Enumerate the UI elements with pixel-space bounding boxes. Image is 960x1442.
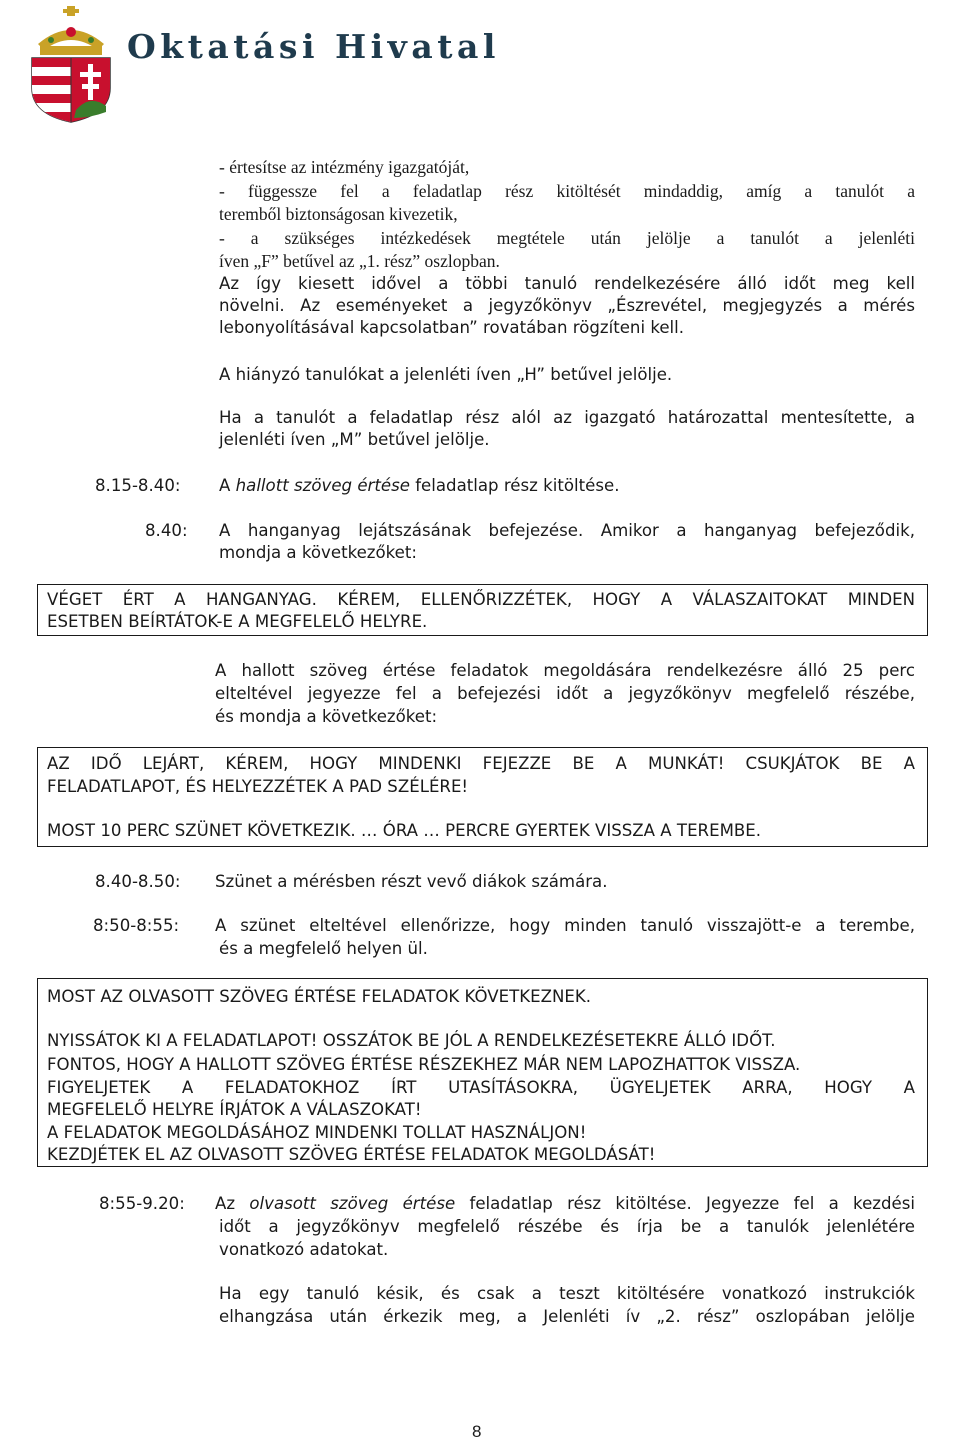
body-line: elteltével jegyezze fel a befejezési időt a jegyzőkönyv megfelelő részébe,: [215, 684, 915, 703]
body-line: - a szükséges intézkedések megtétele után jelölje a tanulót a jelenléti: [219, 228, 915, 248]
body-line: jelenléti íven „M” betűvel jelölje.: [219, 430, 490, 449]
instruction-line: ESETBEN BEÍRTÁTOK-E A MEGFELELŐ HELYRE.: [47, 612, 428, 631]
body-line: növelni. Az eseményeket a jegyzőkönyv „Észrevétel, megjegyzés a mérés: [219, 296, 915, 315]
body-line: íven „F” betűvel az „1. rész” oszlopban.: [219, 251, 500, 271]
body-line: és mondja a következőket:: [215, 707, 438, 726]
schedule-time: 8:55-9.20:: [99, 1194, 185, 1213]
instruction-line: MOST 10 PERC SZÜNET KÖVETKEZIK. … ÓRA … PERCRE GYERTEK VISSZA A TEREMBE.: [47, 821, 762, 840]
schedule-time: 8.15-8.40:: [95, 476, 181, 495]
instruction-line: MEGFELELŐ HELYRE ÍRJÁTOK A VÁLASZOKAT!: [47, 1100, 422, 1119]
body-line: - értesítse az intézmény igazgatóját,: [219, 157, 470, 177]
instruction-line: MOST AZ OLVASOTT SZÖVEG ÉRTÉSE FELADATOK KÖVETKEZNEK.: [47, 987, 592, 1006]
schedule-text: és a megfelelő helyen ül.: [219, 939, 428, 958]
body-line: A hallott szöveg értése feladatok megoldására rendelkezésre álló 25 perc: [215, 661, 915, 680]
instruction-line: FELADATLAPOT, ÉS HELYEZZÉTEK A PAD SZÉLÉRE!: [47, 777, 469, 796]
schedule-text: vonatkozó adatokat.: [219, 1240, 389, 1259]
schedule-text: A hanganyag lejátszásának befejezése. Amikor a hanganyag befejeződik,: [219, 521, 915, 540]
schedule-text: Az olvasott szöveg értése feladatlap rész kitöltése. Jegyezze fel a kezdési: [215, 1194, 915, 1213]
schedule-text: Szünet a mérésben részt vevő diákok számára.: [215, 872, 608, 891]
instruction-line: FIGYELJETEK A FELADATOKHOZ ÍRT UTASÍTÁSOKRA, ÜGYELJETEK ARRA, HOGY A: [47, 1078, 915, 1097]
schedule-time: 8.40-8.50:: [95, 872, 181, 891]
schedule-text: időt a jegyzőkönyv megfelelő részébe és írja be a tanulók jelenlétére: [219, 1217, 915, 1236]
body-line: Ha a tanulót a feladatlap rész alól az igazgató határozattal mentesítette, a: [219, 408, 915, 427]
body-line: teremből biztonságosan kivezetik,: [219, 204, 458, 224]
schedule-time: 8.40:: [145, 521, 188, 540]
schedule-text: mondja a következőket:: [219, 543, 417, 562]
hungarian-coat-of-arms-icon: [26, 6, 116, 124]
body-line: lebonyolításával kapcsolatban” rovatában rögzíteni kell.: [219, 318, 685, 337]
page-number: 8: [472, 1422, 482, 1441]
schedule-text: Ha egy tanuló késik, és csak a teszt kitöltésére vonatkozó instrukciók: [219, 1284, 915, 1303]
missing-students-note: A hiányzó tanulókat a jelenléti íven „H” betűvel jelölje.: [219, 365, 673, 384]
body-line: Az így kiesett idővel a többi tanuló rendelkezésére álló időt meg kell: [219, 274, 915, 293]
page-header: [0, 0, 960, 130]
organization-title: Oktatási Hivatal: [127, 27, 500, 66]
schedule-text: elhangzása után érkezik meg, a Jelenléti ív „2. rész” oszlopában jelölje: [219, 1307, 915, 1326]
schedule-text: A szünet elteltével ellenőrizze, hogy minden tanuló visszajött-e a terembe,: [215, 916, 915, 935]
schedule-time: 8:50-8:55:: [93, 916, 180, 935]
body-line: - függessze fel a feladatlap rész kitöltését mindaddig, amíg a tanulót a: [219, 181, 915, 201]
instruction-line: NYISSÁTOK KI A FELADATLAPOT! OSSZÁTOK BE JÓL A RENDELKEZÉSETEKRE ÁLLÓ IDŐT.: [47, 1031, 776, 1050]
instruction-line: KEZDJÉTEK EL AZ OLVASOTT SZÖVEG ÉRTÉSE FELADATOK MEGOLDÁSÁT!: [47, 1145, 656, 1164]
instruction-line: A FELADATOK MEGOLDÁSÁHOZ MINDENKI TOLLAT HASZNÁLJON!: [47, 1123, 587, 1142]
instruction-line: FONTOS, HOGY A HALLOTT SZÖVEG ÉRTÉSE RÉSZEKHEZ MÁR NEM LAPOZHATTOK VISSZA.: [47, 1055, 801, 1074]
instruction-line: AZ IDŐ LEJÁRT, KÉREM, HOGY MINDENKI FEJEZZE BE A MUNKÁT! CSUKJÁTOK BE A: [47, 754, 915, 773]
schedule-text: A hallott szöveg értése feladatlap rész kitöltése.: [219, 476, 620, 495]
instruction-line: VÉGET ÉRT A HANGANYAG. KÉREM, ELLENŐRIZZÉTEK, HOGY A VÁLASZAITOKAT MINDEN: [47, 590, 915, 609]
